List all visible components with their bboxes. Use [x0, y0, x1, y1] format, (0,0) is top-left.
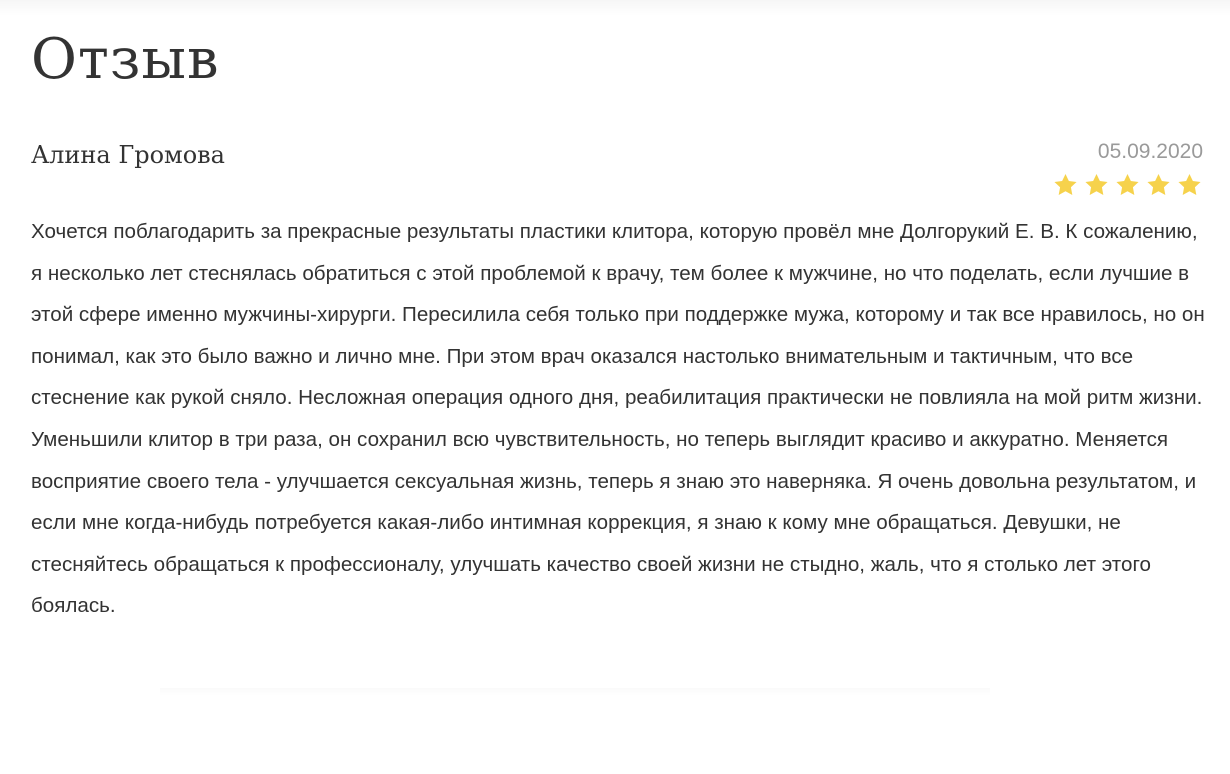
star-icon [1083, 172, 1110, 198]
review-date: 05.09.2020 [1097, 140, 1203, 163]
star-icon [1052, 172, 1079, 198]
star-icon [1145, 172, 1172, 198]
card-bottom-shadow [160, 688, 990, 696]
review-author: Алина Громова [31, 141, 225, 169]
page-title: Отзыв [31, 27, 220, 92]
star-icon [1176, 172, 1203, 198]
rating-stars [1052, 172, 1203, 198]
review-text: Хочется поблагодарить за прекрасные результаты пластики клитора, которую провёл мне Долгорукий Е. В. К сожалению, я несколько лет стеснялась обратиться с этой проблемой к врачу, тем более к мужчине, но что поделать, если лучшие в этой сфере именно мужчины-хирурги. Пересилила себя только при поддержке мужа, которому и так все нравилось, но он понимал, как это было важно и лично мне. При этом врач оказался настолько внимательным и тактичным, что все стеснение как рукой сняло. Несложная операция одного дня, реабилитация практически не повлияла на мой ритм жизни. Уменьшили клитор в три раза, он сохранил всю чувствительность, но теперь выглядит красиво и аккуратно. Меняется восприятие своего тела - улучшается сексуальная жизнь, теперь я знаю это наверняка. Я очень довольна результатом, и если мне когда-нибудь потребуется какая-либо интимная коррекция, я знаю к кому мне обращаться. Девушки, не стесняйтесь обращаться к профессионалу, улучшать качество своей жизни не стыдно, жаль, что я столько лет этого боялась. [31, 220, 1205, 618]
header-shadow [0, 0, 1230, 16]
star-icon [1114, 172, 1141, 198]
